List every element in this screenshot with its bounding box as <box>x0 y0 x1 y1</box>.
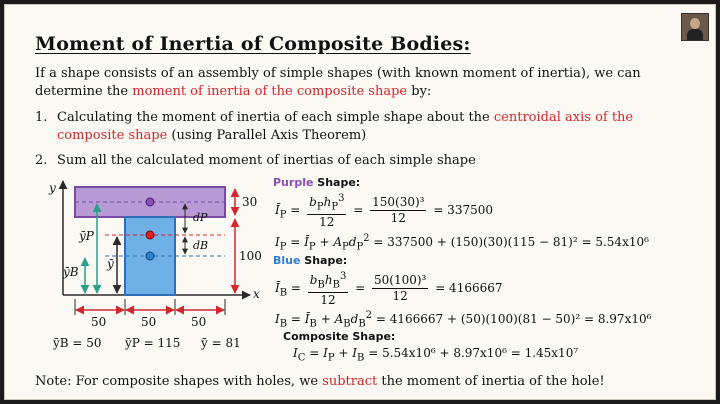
blue-numerator: 50(100)³ <box>374 273 427 288</box>
purple-centroid <box>146 198 154 206</box>
x-axis-label: x <box>253 287 260 301</box>
composite-shape-diagram <box>45 173 275 353</box>
blue-eq-2-result: = 4166667 + (50)(100)(81 − 50)² = 8.97x10⁶ <box>375 312 652 326</box>
presenter-avatar <box>681 13 709 41</box>
note-part-1: Note: For composite shapes with holes, we <box>35 374 323 389</box>
shape-word-1: Shape: <box>313 176 361 189</box>
value-y-p: ȳP = 115 <box>125 336 181 350</box>
blue-eq-1: $Ī_B$ = $\frac{b_Bh_B^3}{12}$ = $\frac{\text{50(100)³}}{12}$ = 4166667 <box>275 271 503 308</box>
blue-eq-2: $I_B$ = $Ī_B + A_Bd_B^2 = 4166667 + (50)(100)(81 - 50)^2 = 8.97x10^6$ <box>275 310 652 330</box>
composite-centroid <box>146 231 154 239</box>
slide-title: Moment of Inertia of Composite Bodies: <box>35 33 471 55</box>
label-d-b: dB <box>193 239 209 252</box>
denominator: 12 <box>320 293 336 308</box>
denominator: 12 <box>392 289 408 304</box>
step-1-text-end: (using Parallel Axis Theorem) <box>167 128 367 143</box>
diagram-svg <box>45 173 275 353</box>
dim-bottom-2: 50 <box>141 315 157 329</box>
note-part-2: the moment of inertia of the hole! <box>377 374 605 389</box>
dim-bottom-3: 50 <box>191 315 207 329</box>
dim-web-height: 100 <box>239 249 262 263</box>
denominator: 12 <box>390 211 406 226</box>
step-2-text: Sum all the calculated moment of inertias of each simple shape <box>57 153 476 168</box>
denominator: 12 <box>319 215 335 230</box>
label-y-bar: ȳ <box>107 257 114 271</box>
blue-eq-1-result: = 4166667 <box>435 281 503 296</box>
purple-shape-heading <box>273 176 360 189</box>
intro-highlight: moment of inertia of the composite shape <box>132 84 408 99</box>
purple-word: Purple <box>273 176 314 189</box>
step-1-number: 1. <box>35 110 48 125</box>
composite-eq: $I_C = I_P + I_B = 5.54x10^6 + 8.97x10^6 = 1.45x10^7$ <box>293 346 579 364</box>
purple-numerator: 150(30)³ <box>372 195 425 210</box>
intro-paragraph <box>35 65 695 101</box>
slide <box>4 4 716 400</box>
composite-eq-result: = 5.54x10⁶ + 8.97x10⁶ = 1.45x10⁷ <box>368 346 579 360</box>
step-2 <box>35 152 695 170</box>
note-text <box>35 374 605 389</box>
blue-centroid <box>146 252 154 260</box>
label-y-b: ȳB <box>63 265 79 279</box>
avatar-head <box>690 18 700 29</box>
shape-word-2: Shape: <box>300 254 348 267</box>
step-2-number: 2. <box>35 153 48 168</box>
y-axis-label: y <box>49 181 56 195</box>
dim-top-height: 30 <box>242 195 258 209</box>
label-d-p: dP <box>193 211 208 224</box>
step-1 <box>35 109 695 145</box>
purple-eq-1: $Ī_P$ = $\frac{b_Ph_P^3}{12}$ = $\frac{\text{150(30)³}}{12}$ = 337500 <box>275 193 493 230</box>
label-y-p: ȳP <box>79 229 94 243</box>
purple-eq-1-result: = 337500 <box>433 203 493 218</box>
purple-eq-2-result: = 337500 + (150)(30)(115 − 81)² = 5.54x10⁶ <box>373 235 649 249</box>
blue-shape-heading <box>273 254 347 267</box>
value-y-bar: ȳ = 81 <box>201 336 241 350</box>
step-1-text: Calculating the moment of inertia of each simple shape about the <box>57 110 494 125</box>
blue-word: Blue <box>273 254 301 267</box>
step-1-highlight: centroidal axis of the composite shape <box>57 110 634 143</box>
intro-text-end: by: <box>407 84 432 99</box>
composite-shape-heading: Composite Shape: <box>283 330 396 343</box>
note-highlight: subtract <box>322 374 378 389</box>
purple-eq-2: $I_P$ = $Ī_P + A_Pd_P^2 = 337500 + (150)(30)(115 - 81)^2 = 5.54x10^6$ <box>275 233 649 253</box>
intro-text: If a shape consists of an assembly of simple shapes (with known moment of inertia), we can determine the <box>35 66 641 99</box>
value-y-b: ȳB = 50 <box>53 336 102 350</box>
avatar-body <box>687 29 703 40</box>
dim-bottom-1: 50 <box>91 315 107 329</box>
